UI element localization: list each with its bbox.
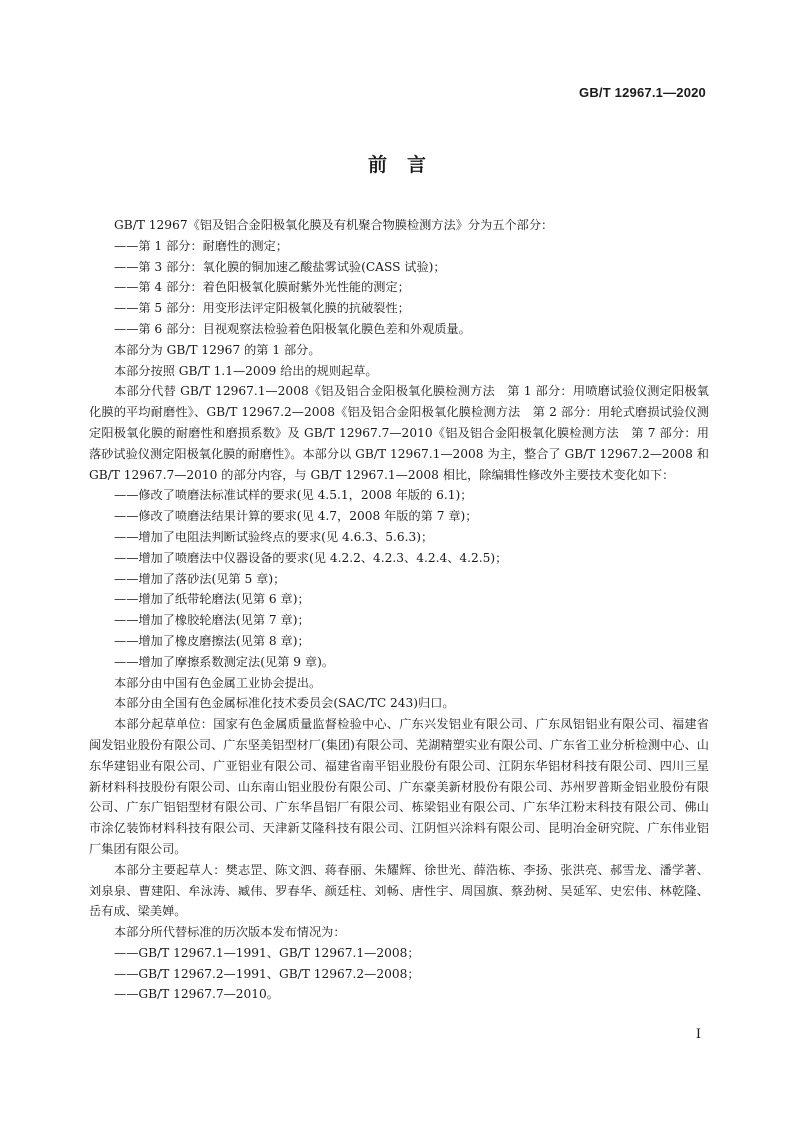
- centralized-by-paragraph: 本部分由全国有色金属标准化技术委员会(SAC/TC 243)归口。: [114, 696, 455, 711]
- intro-paragraph: GB/T 12967《铝及铝合金阳极氧化膜及有机聚合物膜检测方法》分为五个部分：: [114, 218, 554, 232]
- list-item: ——第 3 部分：氧化膜的铜加速乙酸盐雾试验(CASS 试验)；: [114, 259, 446, 274]
- list-item: ——第 4 部分：着色阳极氧化膜耐紫外光性能的测定；: [114, 280, 410, 295]
- list-item: ——增加了摩擦系数测定法(见第 9 章)。: [114, 654, 335, 669]
- list-item: ——第 1 部分：耐磨性的测定；: [114, 238, 288, 253]
- list-item: ——增加了橡皮磨擦法(见第 8 章)；: [114, 633, 310, 648]
- list-item: ——GB/T 12967.7—2010。: [114, 987, 279, 1002]
- list-item: ——增加了落砂法(见第 5 章)；: [114, 571, 286, 586]
- foreword-body: [89, 215, 709, 1005]
- drafting-rules-paragraph: 本部分按照 GB/T 1.1—2009 给出的规则起草。: [114, 363, 378, 378]
- standard-number: GB/T 12967.1—2020: [579, 85, 706, 100]
- page-title: 前言: [367, 154, 446, 176]
- list-item: ——增加了喷磨法中仪器设备的要求(见 4.2.2、4.2.3、4.2.4、4.2.5)；: [114, 550, 508, 565]
- drafting-units-paragraph: 本部分起草单位：国家有色金属质量监督检验中心、广东兴发铝业有限公司、广东凤铝铝业有限公司、福建省闽发铝业股份有限公司、广东坚美铝型材厂(集团)有限公司、芜湖精塑实业有限公司、广东省工业分析检测中心、山东华建铝业有限公司、广亚铝业有限公司、福建省南平铝业股份有限公司、江阴东华铝材科技有限公司、四川三星新材料科技股份有限公司、山东南山铝业股份有限公司、广东豪美新材股份有限公司、苏州罗普斯金铝业股份有限公司、广东广铝铝型材有限公司、广东华昌铝厂有限公司、栋梁铝业有限公司、广东华江粉末科技有限公司、佛山市涂亿装饰材料科技有限公司、天津新艾隆科技有限公司、江阴恒兴涂料有限公司、昆明冶金研究院、广东伟业铝厂集团有限公司。: [89, 717, 709, 856]
- list-item: ——增加了纸带轮磨法(见第 6 章)；: [114, 592, 310, 607]
- list-item: ——第 5 部分：用变形法评定阳极氧化膜的抗破裂性；: [114, 301, 410, 316]
- proposed-by-paragraph: 本部分由中国有色金属工业协会提出。: [114, 675, 322, 690]
- list-item: ——GB/T 12967.1—1991、GB/T 12967.1—2008；: [114, 945, 420, 960]
- history-paragraph: 本部分所代替标准的历次版本发布情况为：: [114, 925, 346, 940]
- drafters-paragraph: 本部分主要起草人：樊志罡、陈文泗、蒋春丽、朱耀辉、徐世光、薛浩栋、李扬、张洪亮、郝雪龙、潘学著、刘泉泉、曹建阳、牟泳涛、臧伟、罗春华、颜廷柱、刘畅、唐性宇、周国旗、蔡劲树、吴延军、史宏伟、林乾隆、岳有成、梁美婵。: [89, 862, 709, 919]
- list-item: ——增加了电阻法判断试验终点的要求(见 4.6.3、5.6.3)；: [114, 529, 434, 544]
- list-item: ——增加了橡胶轮磨法(见第 7 章)；: [114, 613, 310, 628]
- list-item: ——修改了喷磨法结果计算的要求(见 4.7，2008 年版的第 7 章)；: [114, 509, 478, 524]
- list-item: ——修改了喷磨法标准试样的要求(见 4.5.1，2008 年版的 6.1)；: [114, 488, 473, 503]
- list-item: ——GB/T 12967.2—1991、GB/T 12967.2—2008；: [114, 966, 420, 981]
- replaces-paragraph: 本部分代替 GB/T 12967.1—2008《铝及铝合金阳极氧化膜检测方法 第 1 部分：用喷磨试验仪测定阳极氧化膜的平均耐磨性》、GB/T 12967.2—2008《铝及铝合金阳极氧化膜检测方法 第 2 部分：用轮式磨损试验仪测定阳极氧化膜的耐磨性和磨损系数》及 GB/T 12967.7—2010《铝及铝合金阳极氧化膜检测方法 第 7 部分：用落砂试验仪测定阳极氧化膜的耐磨性》。本部分以 GB/T 12967.1—2008 为主，整合了 GB/T 12967.2—2008 和 GB/T 12967.7—2010 的部分内容，与 GB/T 12967.1—2008 相比，除编辑性修改外主要技术变化如下：: [89, 384, 709, 482]
- part-of-paragraph: 本部分为 GB/T 12967 的第 1 部分。: [114, 342, 321, 357]
- page-number: I: [695, 1027, 701, 1042]
- list-item: ——第 6 部分：目视观察法检验着色阳极氧化膜色差和外观质量。: [114, 321, 471, 336]
